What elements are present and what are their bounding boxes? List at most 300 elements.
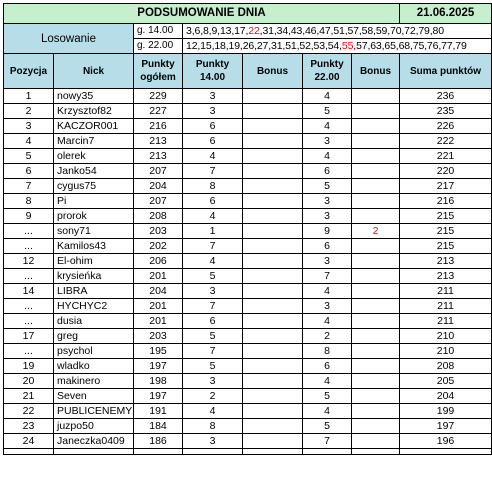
position-cell: 8: [4, 194, 54, 209]
points-22-cell: 4: [303, 374, 352, 389]
draw-number-separator: ,: [353, 40, 357, 52]
points-14-cell: 3: [183, 104, 243, 119]
draw-number-separator: ,: [387, 25, 390, 37]
points-14-cell: 4: [183, 254, 243, 269]
draw-number: 79: [455, 40, 467, 52]
page-title: PODSUMOWANIE DNIA: [4, 4, 400, 24]
total-points-cell: 197: [134, 359, 183, 374]
sum-points-cell: 220: [400, 164, 492, 179]
sum-points-cell: 213: [400, 254, 492, 269]
nick-cell: sony71: [54, 224, 134, 239]
bonus-14-cell: [243, 254, 303, 269]
position-cell: 17: [4, 329, 54, 344]
bonus-14-cell: [243, 329, 303, 344]
draw-number-separator: ,: [452, 40, 456, 52]
nick-cell: nowy35: [54, 89, 134, 104]
total-points-cell: 201: [134, 314, 183, 329]
draw-number: 17: [234, 25, 246, 37]
points-22-cell: 7: [303, 434, 352, 449]
points-14-cell: 7: [183, 164, 243, 179]
points-22-cell: 3: [303, 254, 352, 269]
bonus-22-cell: [352, 149, 400, 164]
bonus-22-cell: [352, 239, 400, 254]
draw-number-separator: ,: [282, 40, 286, 52]
draw-number: 26: [242, 40, 255, 52]
blank-cell: [303, 449, 352, 455]
points-22-cell: 5: [303, 419, 352, 434]
draw-number-separator: ,: [358, 25, 362, 37]
total-points-cell: 202: [134, 239, 183, 254]
sum-points-cell: 210: [400, 344, 492, 359]
bonus-22-cell: [352, 404, 400, 419]
draw-number: 13: [219, 25, 232, 37]
sum-points-cell: 222: [400, 134, 492, 149]
losowanie-label: Losowanie: [4, 24, 134, 54]
nick-cell: wladko: [54, 359, 134, 374]
points-22-cell: 5: [303, 104, 352, 119]
points-14-cell: 4: [183, 404, 243, 419]
position-cell: 19: [4, 359, 54, 374]
total-points-cell: 204: [134, 179, 183, 194]
points-22-cell: 8: [303, 344, 352, 359]
blank-cell: [243, 449, 303, 455]
sum-points-cell: 210: [400, 329, 492, 344]
draw-number-separator: ,: [395, 40, 399, 52]
bonus-14-cell: [243, 269, 303, 284]
draw-number-separator: ,: [316, 25, 320, 37]
col-header-punkty-22: Punkty 22.00: [303, 54, 352, 89]
draw-number: 27: [256, 40, 269, 52]
points-22-cell: 3: [303, 209, 352, 224]
bonus-22-cell: [352, 344, 400, 359]
points-14-cell: 6: [183, 314, 243, 329]
position-cell: 6: [4, 164, 54, 179]
draw-number: 54: [327, 40, 340, 52]
draw-number: 70: [390, 25, 402, 37]
draw-number: 72: [404, 25, 416, 37]
bonus-22-cell: [352, 374, 400, 389]
points-14-cell: 2: [183, 389, 243, 404]
sum-points-cell: 217: [400, 179, 492, 194]
bonus-22-cell: [352, 254, 400, 269]
bonus-14-cell: [243, 224, 303, 239]
nick-cell: Krzysztof82: [54, 104, 134, 119]
draw-number-separator: ,: [381, 40, 385, 52]
table-row: [4, 209, 492, 224]
position-cell: 4: [4, 134, 54, 149]
sum-points-cell: 211: [400, 299, 492, 314]
position-cell: 24: [4, 434, 54, 449]
nick-cell: juzpo50: [54, 419, 134, 434]
points-22-cell: 4: [303, 284, 352, 299]
total-points-cell: 207: [134, 194, 183, 209]
col-header-suma: Suma punktów: [400, 54, 492, 89]
nick-cell: krysieńka: [54, 269, 134, 284]
sum-points-cell: 216: [400, 194, 492, 209]
position-cell: 9: [4, 209, 54, 224]
total-points-cell: 203: [134, 329, 183, 344]
table-row: [4, 404, 492, 419]
col-header-bonus-22: Bonus: [352, 54, 400, 89]
draw-row-1: [4, 24, 492, 39]
bonus-22-cell: [352, 299, 400, 314]
nick-cell: Pi: [54, 194, 134, 209]
draw-number: 58: [361, 25, 374, 37]
draw-number-separator: ,: [415, 25, 419, 37]
draw-time-14: g. 14.00: [134, 24, 183, 39]
draw-number: 52: [299, 40, 311, 52]
bonus-14-cell: [243, 299, 303, 314]
bonus-22-cell: [352, 284, 400, 299]
summary-table: [3, 3, 492, 455]
draw-number-separator: ,: [191, 25, 195, 37]
draw-number-separator: ,: [339, 40, 342, 52]
draw-number-separator: ,: [310, 40, 314, 52]
table-row: [4, 224, 492, 239]
table-row: [4, 104, 492, 119]
points-22-cell: 4: [303, 149, 352, 164]
total-points-cell: 186: [134, 434, 183, 449]
position-cell: ...: [4, 269, 54, 284]
col-header-punkty-14: Punkty 14.00: [183, 54, 243, 89]
sum-points-cell: 211: [400, 284, 492, 299]
total-points-cell: 208: [134, 209, 183, 224]
table-row: [4, 89, 492, 104]
draw-number: 22: [248, 25, 260, 37]
bonus-22-cell: [352, 194, 400, 209]
table-row: [4, 254, 492, 269]
col-header-nick: Nick: [54, 54, 134, 89]
total-points-cell: 207: [134, 164, 183, 179]
table-row: [4, 239, 492, 254]
bonus-22-cell: [352, 329, 400, 344]
bonus-22-cell: 2: [352, 224, 400, 239]
points-22-cell: 3: [303, 194, 352, 209]
bonus-14-cell: [243, 239, 303, 254]
sum-points-cell: 197: [400, 419, 492, 434]
draw-number: 57: [347, 25, 359, 37]
points-22-cell: 2: [303, 329, 352, 344]
draw-number-separator: ,: [197, 40, 201, 52]
bonus-22-cell: [352, 209, 400, 224]
table-row: [4, 389, 492, 404]
points-14-cell: 1: [183, 224, 243, 239]
draw-number: 76: [426, 40, 439, 52]
draw-number: 8: [202, 25, 209, 37]
sum-points-cell: 208: [400, 359, 492, 374]
nick-cell: cygus75: [54, 179, 134, 194]
points-14-cell: 4: [183, 209, 243, 224]
position-cell: ...: [4, 239, 54, 254]
draw-number: 68: [398, 40, 410, 52]
position-cell: 7: [4, 179, 54, 194]
draw-number: 31: [262, 25, 274, 37]
nick-cell: El-ohim: [54, 254, 134, 269]
points-22-cell: 6: [303, 359, 352, 374]
col-header-bonus-14: Bonus: [243, 54, 303, 89]
table-row: [4, 149, 492, 164]
draw-number-separator: ,: [373, 25, 376, 37]
points-14-cell: 3: [183, 284, 243, 299]
table-row: [4, 134, 492, 149]
bonus-14-cell: [243, 344, 303, 359]
draw-number: 15: [200, 40, 212, 52]
table-row-blank: [4, 449, 492, 455]
sum-points-cell: 205: [400, 374, 492, 389]
draw-number: 31: [271, 40, 283, 52]
total-points-cell: 229: [134, 89, 183, 104]
total-points-cell: 201: [134, 269, 183, 284]
draw-number-separator: ,: [200, 25, 203, 37]
draw-number: 9: [211, 25, 218, 37]
bonus-14-cell: [243, 284, 303, 299]
points-14-cell: 7: [183, 299, 243, 314]
table-row: [4, 179, 492, 194]
draw-number-separator: ,: [302, 25, 305, 37]
date-cell: 21.06.2025: [400, 4, 492, 24]
blank-cell: [400, 449, 492, 455]
position-cell: ...: [4, 344, 54, 359]
draw-number: 77: [441, 40, 453, 52]
draw-number-separator: ,: [288, 25, 291, 37]
blank-cell: [183, 449, 243, 455]
col-header-punkty-ogolem: Punkty ogółem: [134, 54, 183, 89]
nick-cell: HYCHYC2: [54, 299, 134, 314]
points-22-cell: 4: [303, 119, 352, 134]
draw-number-separator: ,: [245, 25, 249, 37]
draw-number-separator: ,: [438, 40, 442, 52]
bonus-22-cell: [352, 389, 400, 404]
points-22-cell: 4: [303, 404, 352, 419]
draw-number-separator: ,: [330, 25, 334, 37]
draw-number-separator: ,: [344, 25, 348, 37]
sum-points-cell: 199: [400, 404, 492, 419]
draw-number: 65: [384, 40, 396, 52]
bonus-14-cell: [243, 374, 303, 389]
nick-cell: dusia: [54, 314, 134, 329]
bonus-14-cell: [243, 209, 303, 224]
points-22-cell: 9: [303, 224, 352, 239]
draw-time-22: g. 22.00: [134, 39, 183, 54]
points-14-cell: 7: [183, 344, 243, 359]
position-cell: 22: [4, 404, 54, 419]
bonus-22-cell: [352, 419, 400, 434]
draw-number: 55: [341, 40, 354, 52]
points-22-cell: 6: [303, 164, 352, 179]
points-14-cell: 5: [183, 269, 243, 284]
nick-cell: prorok: [54, 209, 134, 224]
table-row: [4, 419, 492, 434]
draw-number-separator: ,: [409, 40, 413, 52]
draw-number-separator: ,: [259, 25, 263, 37]
points-22-cell: 5: [303, 389, 352, 404]
bonus-14-cell: [243, 134, 303, 149]
draw-number: 19: [228, 40, 240, 52]
nick-cell: PUBLICENEMY: [54, 404, 134, 419]
points-14-cell: 3: [183, 434, 243, 449]
sum-points-cell: 235: [400, 104, 492, 119]
position-cell: 14: [4, 284, 54, 299]
bonus-22-cell: [352, 269, 400, 284]
table-row: [4, 119, 492, 134]
sum-points-cell: 196: [400, 434, 492, 449]
bonus-22-cell: [352, 134, 400, 149]
blank-cell: [134, 449, 183, 455]
points-22-cell: 5: [303, 179, 352, 194]
title-row: [4, 4, 492, 24]
nick-cell: Janeczka0409: [54, 434, 134, 449]
points-22-cell: 3: [303, 299, 352, 314]
sum-points-cell: 213: [400, 269, 492, 284]
draw-number: 51: [333, 25, 345, 37]
points-14-cell: 7: [183, 239, 243, 254]
position-cell: ...: [4, 299, 54, 314]
position-cell: 1: [4, 89, 54, 104]
bonus-22-cell: [352, 119, 400, 134]
draw-number: 6: [194, 25, 201, 37]
draw-number: 79: [418, 25, 430, 37]
total-points-cell: 191: [134, 404, 183, 419]
draw-number: 80: [432, 25, 444, 37]
draw-number-separator: ,: [424, 40, 427, 52]
draw-number: 53: [313, 40, 325, 52]
total-points-cell: 201: [134, 299, 183, 314]
points-22-cell: 3: [303, 134, 352, 149]
blank-cell: [4, 449, 54, 455]
nick-cell: LIBRA: [54, 284, 134, 299]
total-points-cell: 213: [134, 134, 183, 149]
bonus-14-cell: [243, 194, 303, 209]
nick-cell: makinero: [54, 374, 134, 389]
summary-table-body: [4, 4, 492, 455]
summary-sheet: [3, 3, 491, 455]
draw-number-separator: ,: [225, 40, 229, 52]
nick-cell: Janko54: [54, 164, 134, 179]
table-row: [4, 194, 492, 209]
bonus-14-cell: [243, 119, 303, 134]
draw-number: 34: [276, 25, 289, 37]
table-row: [4, 344, 492, 359]
draw-number: 3: [186, 25, 192, 37]
bonus-22-cell: [352, 179, 400, 194]
total-points-cell: 184: [134, 419, 183, 434]
draw-number-separator: ,: [367, 40, 371, 52]
draw-number-separator: ,: [231, 25, 235, 37]
points-22-cell: 6: [303, 239, 352, 254]
bonus-14-cell: [243, 359, 303, 374]
nick-cell: olerek: [54, 149, 134, 164]
draw-number: 59: [375, 25, 388, 37]
sum-points-cell: 226: [400, 119, 492, 134]
draw-number: 47: [319, 25, 331, 37]
position-cell: 23: [4, 419, 54, 434]
draw-number-separator: ,: [208, 25, 212, 37]
sum-points-cell: 215: [400, 239, 492, 254]
total-points-cell: 195: [134, 344, 183, 359]
draw-number: 57: [356, 40, 368, 52]
points-14-cell: 6: [183, 194, 243, 209]
total-points-cell: 206: [134, 254, 183, 269]
draw-numbers-14: [183, 24, 492, 39]
bonus-22-cell: [352, 359, 400, 374]
table-row: [4, 329, 492, 344]
draw-number-separator: ,: [254, 40, 257, 52]
position-cell: 20: [4, 374, 54, 389]
table-row: [4, 284, 492, 299]
draw-number-separator: ,: [273, 25, 277, 37]
draw-number-separator: ,: [401, 25, 405, 37]
total-points-cell: 204: [134, 284, 183, 299]
bonus-14-cell: [243, 164, 303, 179]
position-cell: ...: [4, 224, 54, 239]
table-row: [4, 314, 492, 329]
nick-cell: Kamilos43: [54, 239, 134, 254]
position-cell: 5: [4, 149, 54, 164]
points-22-cell: 7: [303, 269, 352, 284]
total-points-cell: 203: [134, 224, 183, 239]
points-14-cell: 5: [183, 329, 243, 344]
table-row: [4, 299, 492, 314]
points-14-cell: 8: [183, 419, 243, 434]
bonus-22-cell: [352, 89, 400, 104]
nick-cell: KACZOR001: [54, 119, 134, 134]
sum-points-cell: 204: [400, 389, 492, 404]
nick-cell: Seven: [54, 389, 134, 404]
position-cell: 21: [4, 389, 54, 404]
bonus-22-cell: [352, 314, 400, 329]
draw-number-separator: ,: [217, 25, 220, 37]
column-header-row: [4, 54, 492, 89]
sum-points-cell: 236: [400, 89, 492, 104]
total-points-cell: 227: [134, 104, 183, 119]
draw-number: 75: [412, 40, 425, 52]
sum-points-cell: 215: [400, 209, 492, 224]
points-14-cell: 6: [183, 119, 243, 134]
bonus-22-cell: [352, 164, 400, 179]
table-row: [4, 164, 492, 179]
table-row: [4, 269, 492, 284]
draw-number: 18: [214, 40, 226, 52]
bonus-14-cell: [243, 149, 303, 164]
bonus-14-cell: [243, 179, 303, 194]
position-cell: 3: [4, 119, 54, 134]
nick-cell: Marcin7: [54, 134, 134, 149]
points-14-cell: 3: [183, 374, 243, 389]
draw-number-separator: ,: [239, 40, 243, 52]
bonus-22-cell: [352, 434, 400, 449]
blank-cell: [352, 449, 400, 455]
points-14-cell: 6: [183, 134, 243, 149]
total-points-cell: 198: [134, 374, 183, 389]
table-row: [4, 359, 492, 374]
total-points-cell: 216: [134, 119, 183, 134]
sum-points-cell: 215: [400, 224, 492, 239]
bonus-14-cell: [243, 419, 303, 434]
total-points-cell: 197: [134, 389, 183, 404]
col-header-pozycja: Pozycja: [4, 54, 54, 89]
points-14-cell: 3: [183, 89, 243, 104]
bonus-22-cell: [352, 104, 400, 119]
sum-points-cell: 211: [400, 314, 492, 329]
draw-number-separator: ,: [429, 25, 433, 37]
sum-points-cell: 221: [400, 149, 492, 164]
draw-numbers-22: [183, 39, 492, 54]
draw-number-separator: ,: [324, 40, 328, 52]
position-cell: 12: [4, 254, 54, 269]
bonus-14-cell: [243, 104, 303, 119]
bonus-14-cell: [243, 389, 303, 404]
draw-number-separator: ,: [296, 40, 300, 52]
